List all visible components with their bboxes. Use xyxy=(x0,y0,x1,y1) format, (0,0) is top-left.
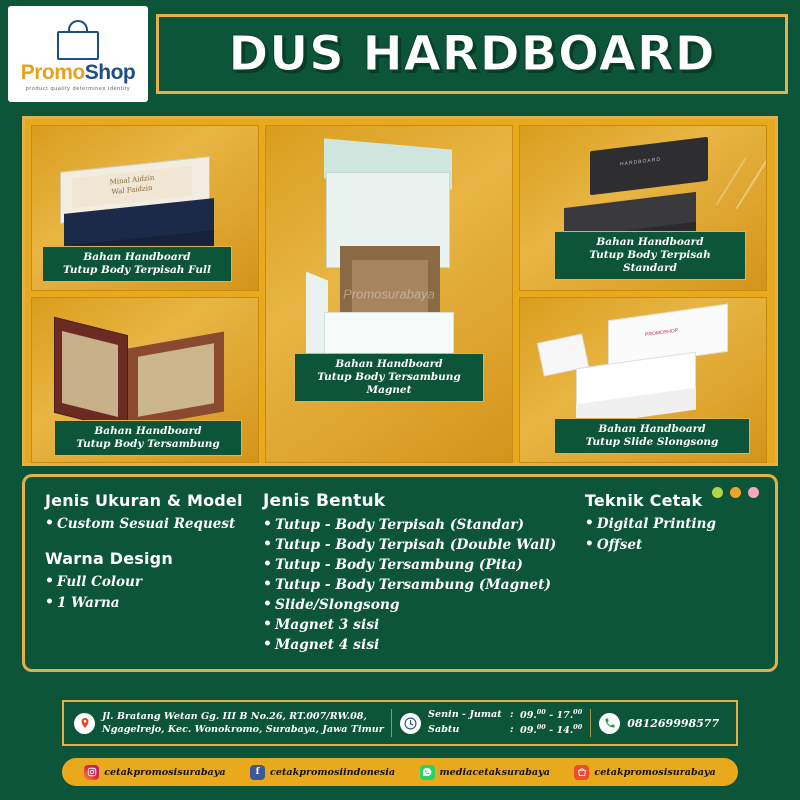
list-item: • Custom Sesuai Request xyxy=(45,514,253,535)
product-photo-slide-box: PROMOSHOP xyxy=(520,298,766,462)
gallery-item-1[interactable] xyxy=(31,125,259,291)
contact-phone[interactable] xyxy=(591,702,736,744)
logo-tagline: product quality determines identity xyxy=(25,86,131,92)
gallery-caption-4: Bahan Handboard Tutup Body Tersambung xyxy=(54,420,242,456)
hours-open-2: 09. xyxy=(520,725,537,737)
phone-number: 081269998577 xyxy=(627,716,720,730)
hours-value-saturday xyxy=(520,723,582,738)
social-bar xyxy=(62,758,738,786)
social-instagram[interactable] xyxy=(84,765,225,780)
gallery-watermark: Promosurabaya xyxy=(343,286,435,302)
hours-label-weekday: Senin - Jumat xyxy=(428,708,502,720)
specs-column-size-color xyxy=(45,491,253,655)
gallery-item-4[interactable] xyxy=(31,297,259,463)
dot-pink xyxy=(748,487,759,498)
hours-dash-2: - xyxy=(545,725,557,737)
social-shopee[interactable] xyxy=(574,765,715,780)
contact-bar xyxy=(62,700,738,746)
contact-hours xyxy=(392,702,590,744)
gallery-caption-3: Bahan Handboard Tutup Body Terpisah Standard xyxy=(554,231,746,280)
product-gallery xyxy=(22,116,778,466)
shopee-icon xyxy=(574,765,589,780)
specs-list-color xyxy=(45,572,253,614)
gallery-caption-5: Bahan Handboard Tutup Slide Slongsong xyxy=(554,418,750,454)
social-handle: mediacetaksurabaya xyxy=(439,766,550,778)
list-item: • Slide/Slongsong xyxy=(263,595,575,615)
facebook-icon: f xyxy=(250,765,265,780)
list-item: • Offset xyxy=(585,535,755,556)
hours-open-sup-2: 00 xyxy=(536,723,546,731)
hours-sep-2: : xyxy=(510,724,514,735)
logo-text-pro: Promo xyxy=(20,61,85,84)
logo-text-shop: Shop xyxy=(84,61,136,84)
page-title: DUS HARDBOARD xyxy=(228,26,716,82)
hours-sep-1: : xyxy=(510,708,514,720)
list-item: • Magnet 3 sisi xyxy=(263,615,575,635)
specs-list-size xyxy=(45,514,253,535)
specs-column-print xyxy=(585,491,755,655)
hours-label-saturday: Sabtu xyxy=(428,724,460,735)
header xyxy=(0,0,800,108)
gallery-caption-1: Bahan Handboard Tutup Body Terpisah Full xyxy=(42,246,232,282)
social-facebook[interactable] xyxy=(250,765,395,780)
hours-close-sup-2: 00 xyxy=(573,723,583,731)
list-item: • 1 Warna xyxy=(45,593,253,614)
specs-column-shape xyxy=(263,491,575,655)
list-item: • Tutup - Body Terpisah (Standar) xyxy=(263,515,575,535)
gallery-item-5[interactable] xyxy=(519,297,767,463)
clock-icon xyxy=(400,713,421,734)
specs-title-print: Teknik Cetak xyxy=(584,491,703,510)
address-text: Jl. Bratang Wetan Gg. III B No.26, RT.007/RW.08, Ngagelrejo, Kec. Wonokromo, Surabaya, Jawa Timur xyxy=(102,710,384,735)
specs-title-shape: Jenis Bentuk xyxy=(262,491,386,511)
instagram-icon xyxy=(84,765,99,780)
list-item: • Tutup - Body Tersambung (Pita) xyxy=(263,555,575,575)
hours-list xyxy=(428,708,582,738)
social-handle: cetakpromosisurabaya xyxy=(594,766,716,778)
dot-orange xyxy=(730,487,741,498)
contact-address xyxy=(64,702,391,744)
brand-logo xyxy=(8,6,148,102)
list-item: • Tutup - Body Terpisah (Double Wall) xyxy=(263,535,575,555)
social-whatsapp[interactable] xyxy=(420,765,550,780)
product-photo-navy-box: Minal Aidzin Wal Faidzin xyxy=(32,126,258,290)
specs-title-color: Warna Design xyxy=(45,548,173,568)
specs-list-shape xyxy=(263,515,575,655)
hours-close-1: 17. xyxy=(556,710,574,722)
social-handle: cetakpromosiindonesia xyxy=(270,766,396,778)
divider-2 xyxy=(590,709,591,737)
list-item: • Full Colour xyxy=(45,572,253,593)
whatsapp-icon xyxy=(420,765,435,780)
gallery-caption-2: Bahan Handboard Tutup Body Tersambung Magnet xyxy=(294,353,484,402)
social-handle: cetakpromosisurabaya xyxy=(104,766,226,778)
hours-close-sup-1: 00 xyxy=(573,707,583,716)
product-photo-black-box: HARDBOARD xyxy=(520,126,766,290)
shopping-bag-icon xyxy=(55,20,101,60)
hours-open-1: 09. xyxy=(520,710,537,722)
gallery-item-2[interactable] xyxy=(265,125,513,463)
list-item: • Digital Printing xyxy=(585,514,755,535)
dot-green xyxy=(712,487,723,498)
location-pin-icon xyxy=(74,713,95,734)
gallery-item-3[interactable] xyxy=(519,125,767,291)
hours-close-2: 14. xyxy=(556,725,574,737)
list-item: • Tutup - Body Tersambung (Magnet) xyxy=(263,575,575,595)
specs-list-print xyxy=(585,514,755,556)
decorative-dots xyxy=(712,487,759,498)
hours-open-sup-1: 00 xyxy=(536,707,546,716)
phone-icon xyxy=(599,713,620,734)
specs-panel xyxy=(22,474,778,672)
hours-value-weekday xyxy=(520,708,582,723)
specs-title-size: Jenis Ukuran & Model xyxy=(45,491,243,510)
list-item: • Magnet 4 sisi xyxy=(263,635,575,655)
divider-1 xyxy=(391,709,392,737)
title-banner xyxy=(156,14,788,94)
logo-wordmark xyxy=(21,62,136,83)
hours-dash-1: - xyxy=(545,710,557,722)
